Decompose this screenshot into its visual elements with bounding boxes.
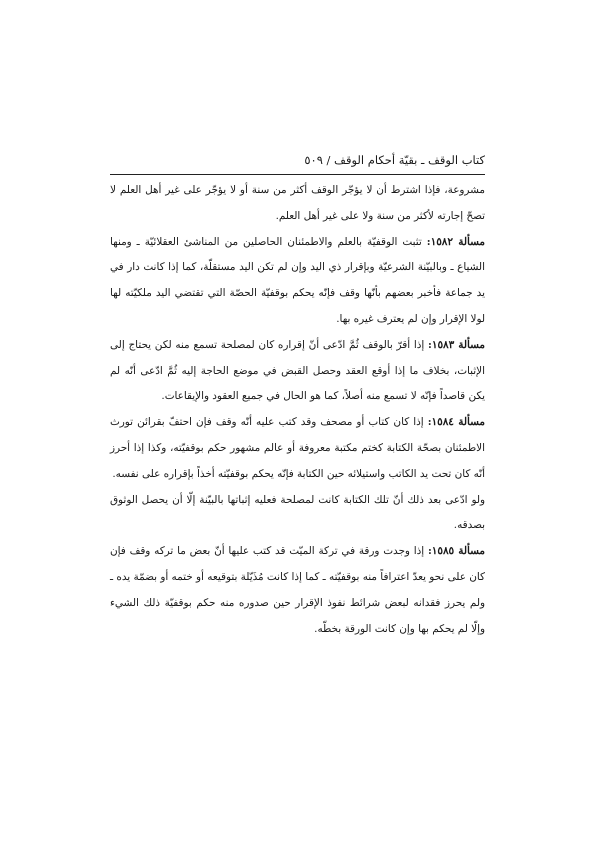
paragraph: [110, 539, 485, 642]
paragraph-text: إذا أقرّ بالوقف ثُمَّ ادّعى أنّ إقراره كان لمصلحة تسمع منه لكن يحتاج إلى الإثبات، بخلاف ما إذا أوقع العقد وحصل القبض في موضع الحاجة إليه ثُمَّ ادّعى أنّه لم يكن قاصداً فإنّه لا تسمع منه أصلاً، كما هو الحال في جميع العقود والإيقاعات.: [110, 338, 485, 403]
paragraph-text: إذا كان كتاب أو مصحف وقد كتب عليه أنّه وقف فإن احتفّ بقرائن تورث الاطمئنان بصحّة الكتابة كختم مكتبة معروفة أو عالم مشهور حكم بوقفيّته، وكذا إذا أحرز أنّه كان تحت يد الكاتب واستيلائه حين الكتابة فإنّه يحكم بوقفيّته أخذاً بإقراره على نفسه.: [110, 416, 485, 480]
header-divider: [110, 174, 485, 175]
paragraph: [110, 230, 485, 333]
paragraph-text: تثبت الوقفيّة بالعلم والاطمئنان الحاصلين من المناشئ العقلائيّة ـ ومنها الشياع ـ وبالبيّنة الشرعيّة وبإقرار ذي اليد وإن لم تكن اليد مستقلّة، كما إذا كانت دار في يد جماعة فأخبر بعضهم بأنّها وقف فإنّه يحكم بوقفيّة الحصّة التي تقتضي اليد ملكيّته لها لولا الإقرار وإن لم يعترف غيره بها.: [110, 235, 485, 325]
issue-label: مسألة ١٥٨٣:: [428, 338, 485, 351]
issue-label: مسألة ١٥٨٤:: [427, 416, 485, 429]
paragraph: [110, 178, 485, 230]
paragraph: [110, 410, 485, 487]
paragraph-text: ولو ادّعى بعد ذلك أنّ تلك الكتابة كانت لمصلحة فعليه إثباتها بالبيّنة إلّا أن يحصل الوثوق بصدقه.: [110, 493, 485, 532]
issue-label: مسألة ١٥٨٢:: [426, 235, 485, 248]
paragraph: [110, 333, 485, 410]
page-body: [110, 178, 485, 642]
paragraph-text: إذا وجدت ورقة في تركة الميّت قد كتب عليها أنّ بعض ما تركه وقف فإن كان على نحو يعدّ اعترافاً منه بوقفيّته ـ كما إذا كانت مُذَيّلة بتوقيعه أو ختمه أو بضمّة يده ـ ولم يحرز فقدانه لبعض شرائط نفوذ الإقرار حين صدوره منه حكم بوقفيّة ذلك الشيء وإلّا لم يحكم بها وإن كانت الورقة بخطّه.: [110, 545, 485, 635]
paragraph: [110, 488, 485, 540]
running-header: كتاب الوقف ـ بقيّة أحكام الوقف / ٥٠٩: [304, 153, 485, 167]
issue-label: مسألة ١٥٨٥:: [427, 545, 485, 558]
paragraph-text: مشروعة، فإذا اشترط أن لا يؤجّر الوقف أكثر من سنة أو لا يؤجّر على غير أهل العلم لا تصحّ إجارته لأكثر من سنة ولا على غير أهل العلم.: [110, 184, 485, 222]
